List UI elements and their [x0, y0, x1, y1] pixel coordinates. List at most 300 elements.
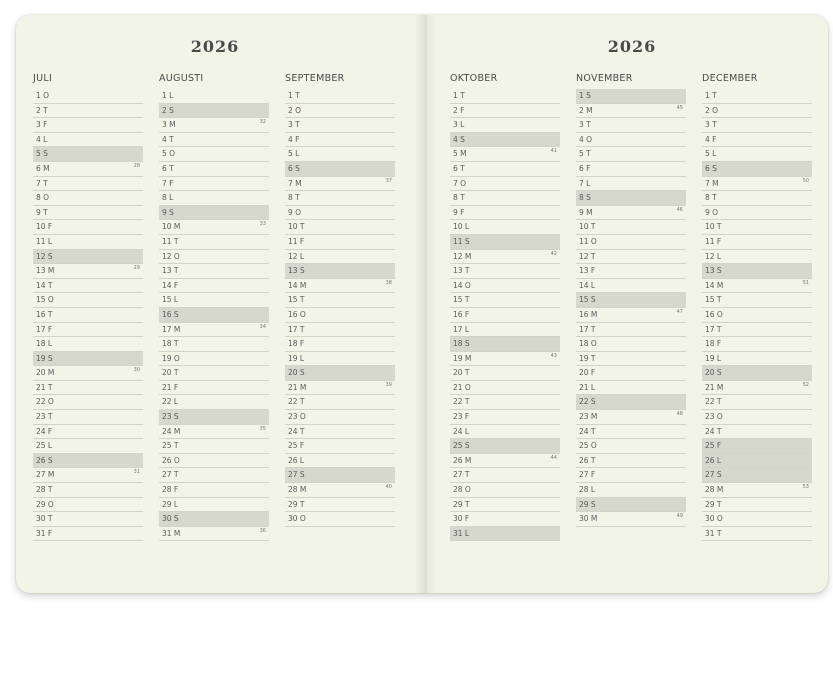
day-row [33, 235, 143, 250]
day-row [450, 293, 560, 308]
day-row [450, 337, 560, 352]
day-label: 21 M [705, 382, 724, 392]
week-number: 33 [259, 221, 266, 228]
day-row [159, 264, 269, 279]
day-row [702, 89, 812, 104]
day-row [285, 308, 395, 323]
day-row [159, 191, 269, 206]
day-row [576, 410, 686, 425]
day-row [33, 177, 143, 192]
day-row [450, 104, 560, 119]
day-label: 27 T [453, 470, 470, 480]
day-row [702, 279, 812, 294]
day-label: 16 F [453, 309, 470, 319]
day-row [285, 366, 395, 381]
day-row [33, 220, 143, 235]
day-label: 22 O [36, 397, 54, 407]
day-label: 22 T [453, 397, 470, 407]
day-row [576, 512, 686, 527]
day-row [33, 527, 143, 542]
day-label: 27 T [162, 470, 179, 480]
day-row [159, 366, 269, 381]
day-label: 7 L [579, 178, 591, 188]
day-list [450, 89, 560, 541]
day-label: 6 T [453, 163, 465, 173]
day-list [159, 89, 269, 541]
day-label: 25 T [162, 441, 179, 451]
day-row [576, 220, 686, 235]
month-column-august [159, 72, 269, 541]
day-label: 30 F [453, 514, 470, 524]
day-label: 17 M [162, 324, 181, 334]
day-row [159, 162, 269, 177]
day-row [285, 177, 395, 192]
day-label: 7 T [36, 178, 48, 188]
day-label: 18 F [705, 339, 722, 349]
day-label: 12 L [705, 251, 722, 261]
month-column-october [450, 72, 560, 541]
day-row [33, 279, 143, 294]
day-label: 15 T [453, 295, 470, 305]
day-label: 15 S [579, 295, 596, 305]
day-label: 10 F [36, 222, 53, 232]
day-row [702, 191, 812, 206]
week-number: 43 [550, 352, 557, 359]
week-number: 45 [676, 104, 683, 111]
day-row [285, 162, 395, 177]
page-year: 2026 [190, 37, 240, 56]
day-row [702, 527, 812, 542]
day-label: 2 F [453, 105, 465, 115]
day-label: 27 S [705, 470, 722, 480]
day-label: 8 T [705, 193, 717, 203]
day-row [702, 425, 812, 440]
day-label: 9 F [453, 207, 465, 217]
day-label: 24 M [162, 426, 181, 436]
day-label: 11 L [36, 236, 53, 246]
day-label: 26 L [288, 455, 305, 465]
month-name: SEPTEMBER [285, 73, 345, 84]
day-row [576, 250, 686, 265]
day-label: 6 F [579, 163, 591, 173]
day-row [159, 147, 269, 162]
day-row [33, 264, 143, 279]
book-spine [414, 15, 436, 593]
day-row [285, 220, 395, 235]
day-row [159, 104, 269, 119]
day-label: 12 T [579, 251, 596, 261]
week-number: 50 [802, 177, 809, 184]
day-row [285, 410, 395, 425]
day-row [576, 133, 686, 148]
day-row [285, 425, 395, 440]
day-label: 18 S [453, 339, 470, 349]
page-year: 2026 [607, 37, 657, 56]
month-name: JULI [33, 73, 53, 84]
day-label: 2 S [162, 105, 174, 115]
day-label: 21 L [579, 382, 596, 392]
day-label: 8 L [162, 193, 174, 203]
day-label: 1 S [579, 91, 591, 100]
day-row [285, 352, 395, 367]
day-label: 11 F [705, 236, 722, 246]
day-label: 18 L [36, 339, 53, 349]
day-label: 5 T [579, 149, 591, 159]
day-row [702, 177, 812, 192]
day-label: 28 O [453, 485, 471, 495]
day-label: 12 O [162, 251, 180, 261]
day-row [702, 323, 812, 338]
day-row [450, 206, 560, 221]
day-row [33, 104, 143, 119]
week-number: 46 [676, 206, 683, 213]
day-label: 1 L [162, 91, 174, 100]
day-row [33, 250, 143, 265]
day-label: 24 T [288, 426, 305, 436]
day-label: 15 L [162, 295, 179, 305]
day-label: 12 S [36, 251, 53, 261]
day-row [576, 191, 686, 206]
day-list [702, 89, 812, 541]
day-label: 22 S [579, 397, 596, 407]
day-label: 9 M [579, 207, 593, 217]
day-label: 7 M [705, 178, 719, 188]
day-row [285, 395, 395, 410]
day-label: 8 O [36, 193, 50, 203]
day-row [702, 498, 812, 513]
day-row [33, 323, 143, 338]
day-label: 24 T [705, 426, 722, 436]
day-row [702, 147, 812, 162]
day-row [159, 118, 269, 133]
day-label: 20 T [453, 368, 470, 378]
day-row [576, 89, 686, 104]
day-label: 25 S [453, 441, 470, 451]
left-page [16, 15, 414, 593]
day-row [33, 483, 143, 498]
day-label: 3 T [579, 120, 591, 130]
day-row [450, 162, 560, 177]
week-number: 32 [259, 119, 266, 126]
day-label: 2 O [705, 105, 719, 115]
day-label: 13 F [579, 266, 596, 276]
day-row [285, 147, 395, 162]
day-row [159, 323, 269, 338]
calendar-book [16, 15, 828, 593]
day-label: 6 S [705, 163, 717, 173]
week-number: 31 [133, 469, 140, 476]
day-row [450, 352, 560, 367]
day-label: 10 T [579, 222, 596, 232]
day-label: 23 O [288, 412, 306, 422]
day-label: 8 T [453, 193, 465, 203]
day-label: 16 M [579, 309, 598, 319]
day-label: 21 M [288, 382, 307, 392]
day-row [159, 308, 269, 323]
day-row [450, 235, 560, 250]
day-row [702, 118, 812, 133]
day-label: 19 M [453, 353, 472, 363]
week-number: 48 [676, 411, 683, 418]
day-label: 9 S [162, 207, 174, 217]
day-label: 4 O [579, 134, 593, 144]
day-row [159, 381, 269, 396]
day-row [159, 483, 269, 498]
day-row [702, 512, 812, 527]
day-row [285, 250, 395, 265]
month-column-september [285, 72, 395, 527]
day-label: 4 T [162, 134, 174, 144]
day-label: 30 M [579, 514, 598, 524]
day-row [33, 498, 143, 513]
day-row [450, 250, 560, 265]
day-label: 10 T [705, 222, 722, 232]
day-label: 19 O [162, 353, 180, 363]
day-row [576, 425, 686, 440]
week-number: 29 [133, 265, 140, 272]
day-row [450, 439, 560, 454]
day-row [576, 206, 686, 221]
day-row [159, 206, 269, 221]
day-label: 29 O [36, 499, 54, 509]
day-row [576, 454, 686, 469]
day-row [576, 118, 686, 133]
day-label: 28 M [705, 485, 724, 495]
day-row [702, 439, 812, 454]
day-label: 25 O [579, 441, 597, 451]
day-label: 30 O [288, 514, 306, 524]
day-label: 4 F [705, 134, 717, 144]
day-row [285, 235, 395, 250]
month-name: NOVEMBER [576, 73, 633, 84]
day-label: 22 T [288, 397, 305, 407]
day-row [450, 264, 560, 279]
month-column-december [702, 72, 812, 541]
day-label: 29 T [453, 499, 470, 509]
month-name: AUGUSTI [159, 73, 204, 84]
day-row [450, 454, 560, 469]
day-label: 22 L [162, 397, 179, 407]
day-label: 1 O [36, 91, 50, 100]
day-label: 19 L [288, 353, 305, 363]
day-row [576, 235, 686, 250]
day-row [159, 177, 269, 192]
day-row [450, 308, 560, 323]
day-row [285, 381, 395, 396]
day-row [33, 381, 143, 396]
day-row [285, 512, 395, 527]
day-label: 23 S [162, 412, 179, 422]
day-label: 29 S [579, 499, 596, 509]
day-row [285, 89, 395, 104]
day-label: 5 O [162, 149, 176, 159]
day-label: 26 L [705, 455, 722, 465]
day-label: 6 T [162, 163, 174, 173]
day-row [576, 483, 686, 498]
day-row [285, 468, 395, 483]
day-row [159, 454, 269, 469]
day-label: 17 T [288, 324, 305, 334]
day-row [33, 118, 143, 133]
day-row [159, 220, 269, 235]
day-row [576, 498, 686, 513]
day-label: 11 T [162, 236, 179, 246]
day-label: 10 M [162, 222, 181, 232]
day-row [33, 293, 143, 308]
day-label: 13 S [288, 266, 305, 276]
day-label: 18 F [288, 339, 305, 349]
week-number: 52 [802, 381, 809, 388]
day-row [702, 235, 812, 250]
day-label: 14 T [36, 280, 53, 290]
day-label: 6 S [288, 163, 300, 173]
day-row [285, 439, 395, 454]
day-label: 6 M [36, 163, 50, 173]
day-row [576, 279, 686, 294]
day-row [450, 177, 560, 192]
day-row [702, 395, 812, 410]
day-row [450, 366, 560, 381]
day-label: 13 S [705, 266, 722, 276]
day-label: 7 F [162, 178, 174, 188]
week-number: 44 [550, 454, 557, 461]
day-label: 5 S [36, 149, 48, 159]
day-row [702, 352, 812, 367]
day-label: 1 T [705, 91, 717, 100]
day-label: 19 T [579, 353, 596, 363]
day-row [159, 395, 269, 410]
day-label: 19 S [36, 353, 53, 363]
day-row [285, 104, 395, 119]
day-row [450, 133, 560, 148]
week-number: 51 [802, 279, 809, 286]
day-label: 12 M [453, 251, 472, 261]
day-row [576, 162, 686, 177]
day-label: 5 L [705, 149, 717, 159]
day-row [702, 366, 812, 381]
day-row [285, 206, 395, 221]
day-row [285, 454, 395, 469]
day-row [576, 104, 686, 119]
day-row [285, 337, 395, 352]
day-row [576, 395, 686, 410]
day-label: 4 F [288, 134, 300, 144]
day-label: 24 L [453, 426, 470, 436]
day-row [33, 191, 143, 206]
day-label: 4 L [36, 134, 48, 144]
day-row [576, 323, 686, 338]
day-label: 25 L [36, 441, 53, 451]
day-label: 11 S [453, 236, 470, 246]
day-label: 30 O [705, 514, 723, 524]
day-label: 21 F [162, 382, 179, 392]
day-row [702, 104, 812, 119]
day-label: 14 O [453, 280, 471, 290]
day-row [33, 133, 143, 148]
day-label: 13 T [453, 266, 470, 276]
day-row [159, 512, 269, 527]
day-row [702, 220, 812, 235]
day-row [702, 308, 812, 323]
day-label: 27 S [288, 470, 305, 480]
day-label: 17 T [705, 324, 722, 334]
week-number: 36 [259, 527, 266, 534]
week-number: 39 [385, 381, 392, 388]
day-label: 24 F [36, 426, 53, 436]
day-row [576, 337, 686, 352]
day-row [33, 366, 143, 381]
day-label: 14 M [705, 280, 724, 290]
day-row [33, 308, 143, 323]
month-name: OKTOBER [450, 73, 498, 84]
day-label: 8 T [288, 193, 300, 203]
day-row [702, 483, 812, 498]
day-label: 31 F [36, 528, 53, 538]
day-label: 24 T [579, 426, 596, 436]
day-row [576, 352, 686, 367]
day-label: 3 T [705, 120, 717, 130]
day-row [33, 147, 143, 162]
week-number: 47 [676, 308, 683, 315]
day-label: 9 O [288, 207, 302, 217]
day-label: 11 O [579, 236, 597, 246]
day-row [576, 177, 686, 192]
week-number: 49 [676, 513, 683, 520]
day-row [702, 264, 812, 279]
day-row [702, 133, 812, 148]
week-number: 35 [259, 425, 266, 432]
day-row [33, 395, 143, 410]
day-label: 31 L [453, 528, 470, 538]
day-label: 22 T [705, 397, 722, 407]
day-row [159, 425, 269, 440]
day-label: 15 T [705, 295, 722, 305]
day-label: 27 F [579, 470, 596, 480]
day-row [702, 468, 812, 483]
day-label: 12 L [288, 251, 305, 261]
day-label: 3 M [162, 120, 176, 130]
day-label: 9 T [36, 207, 48, 217]
day-row [159, 235, 269, 250]
day-label: 18 T [162, 339, 179, 349]
day-row [450, 191, 560, 206]
day-row [159, 89, 269, 104]
day-label: 27 M [36, 470, 55, 480]
right-page [436, 15, 828, 593]
day-row [450, 220, 560, 235]
day-label: 16 O [705, 309, 723, 319]
week-number: 37 [385, 177, 392, 184]
week-number: 42 [550, 250, 557, 257]
day-row [450, 89, 560, 104]
day-label: 28 F [162, 485, 179, 495]
month-name: DECEMBER [702, 73, 758, 84]
day-label: 28 M [288, 485, 307, 495]
day-row [576, 439, 686, 454]
day-label: 10 L [453, 222, 470, 232]
day-row [576, 308, 686, 323]
day-row [285, 118, 395, 133]
day-list [576, 89, 686, 527]
day-row [159, 439, 269, 454]
day-label: 20 F [579, 368, 596, 378]
day-label: 25 F [288, 441, 305, 451]
day-label: 21 T [36, 382, 53, 392]
week-number: 34 [259, 323, 266, 330]
day-row [702, 410, 812, 425]
day-label: 13 M [36, 266, 55, 276]
day-row [285, 293, 395, 308]
